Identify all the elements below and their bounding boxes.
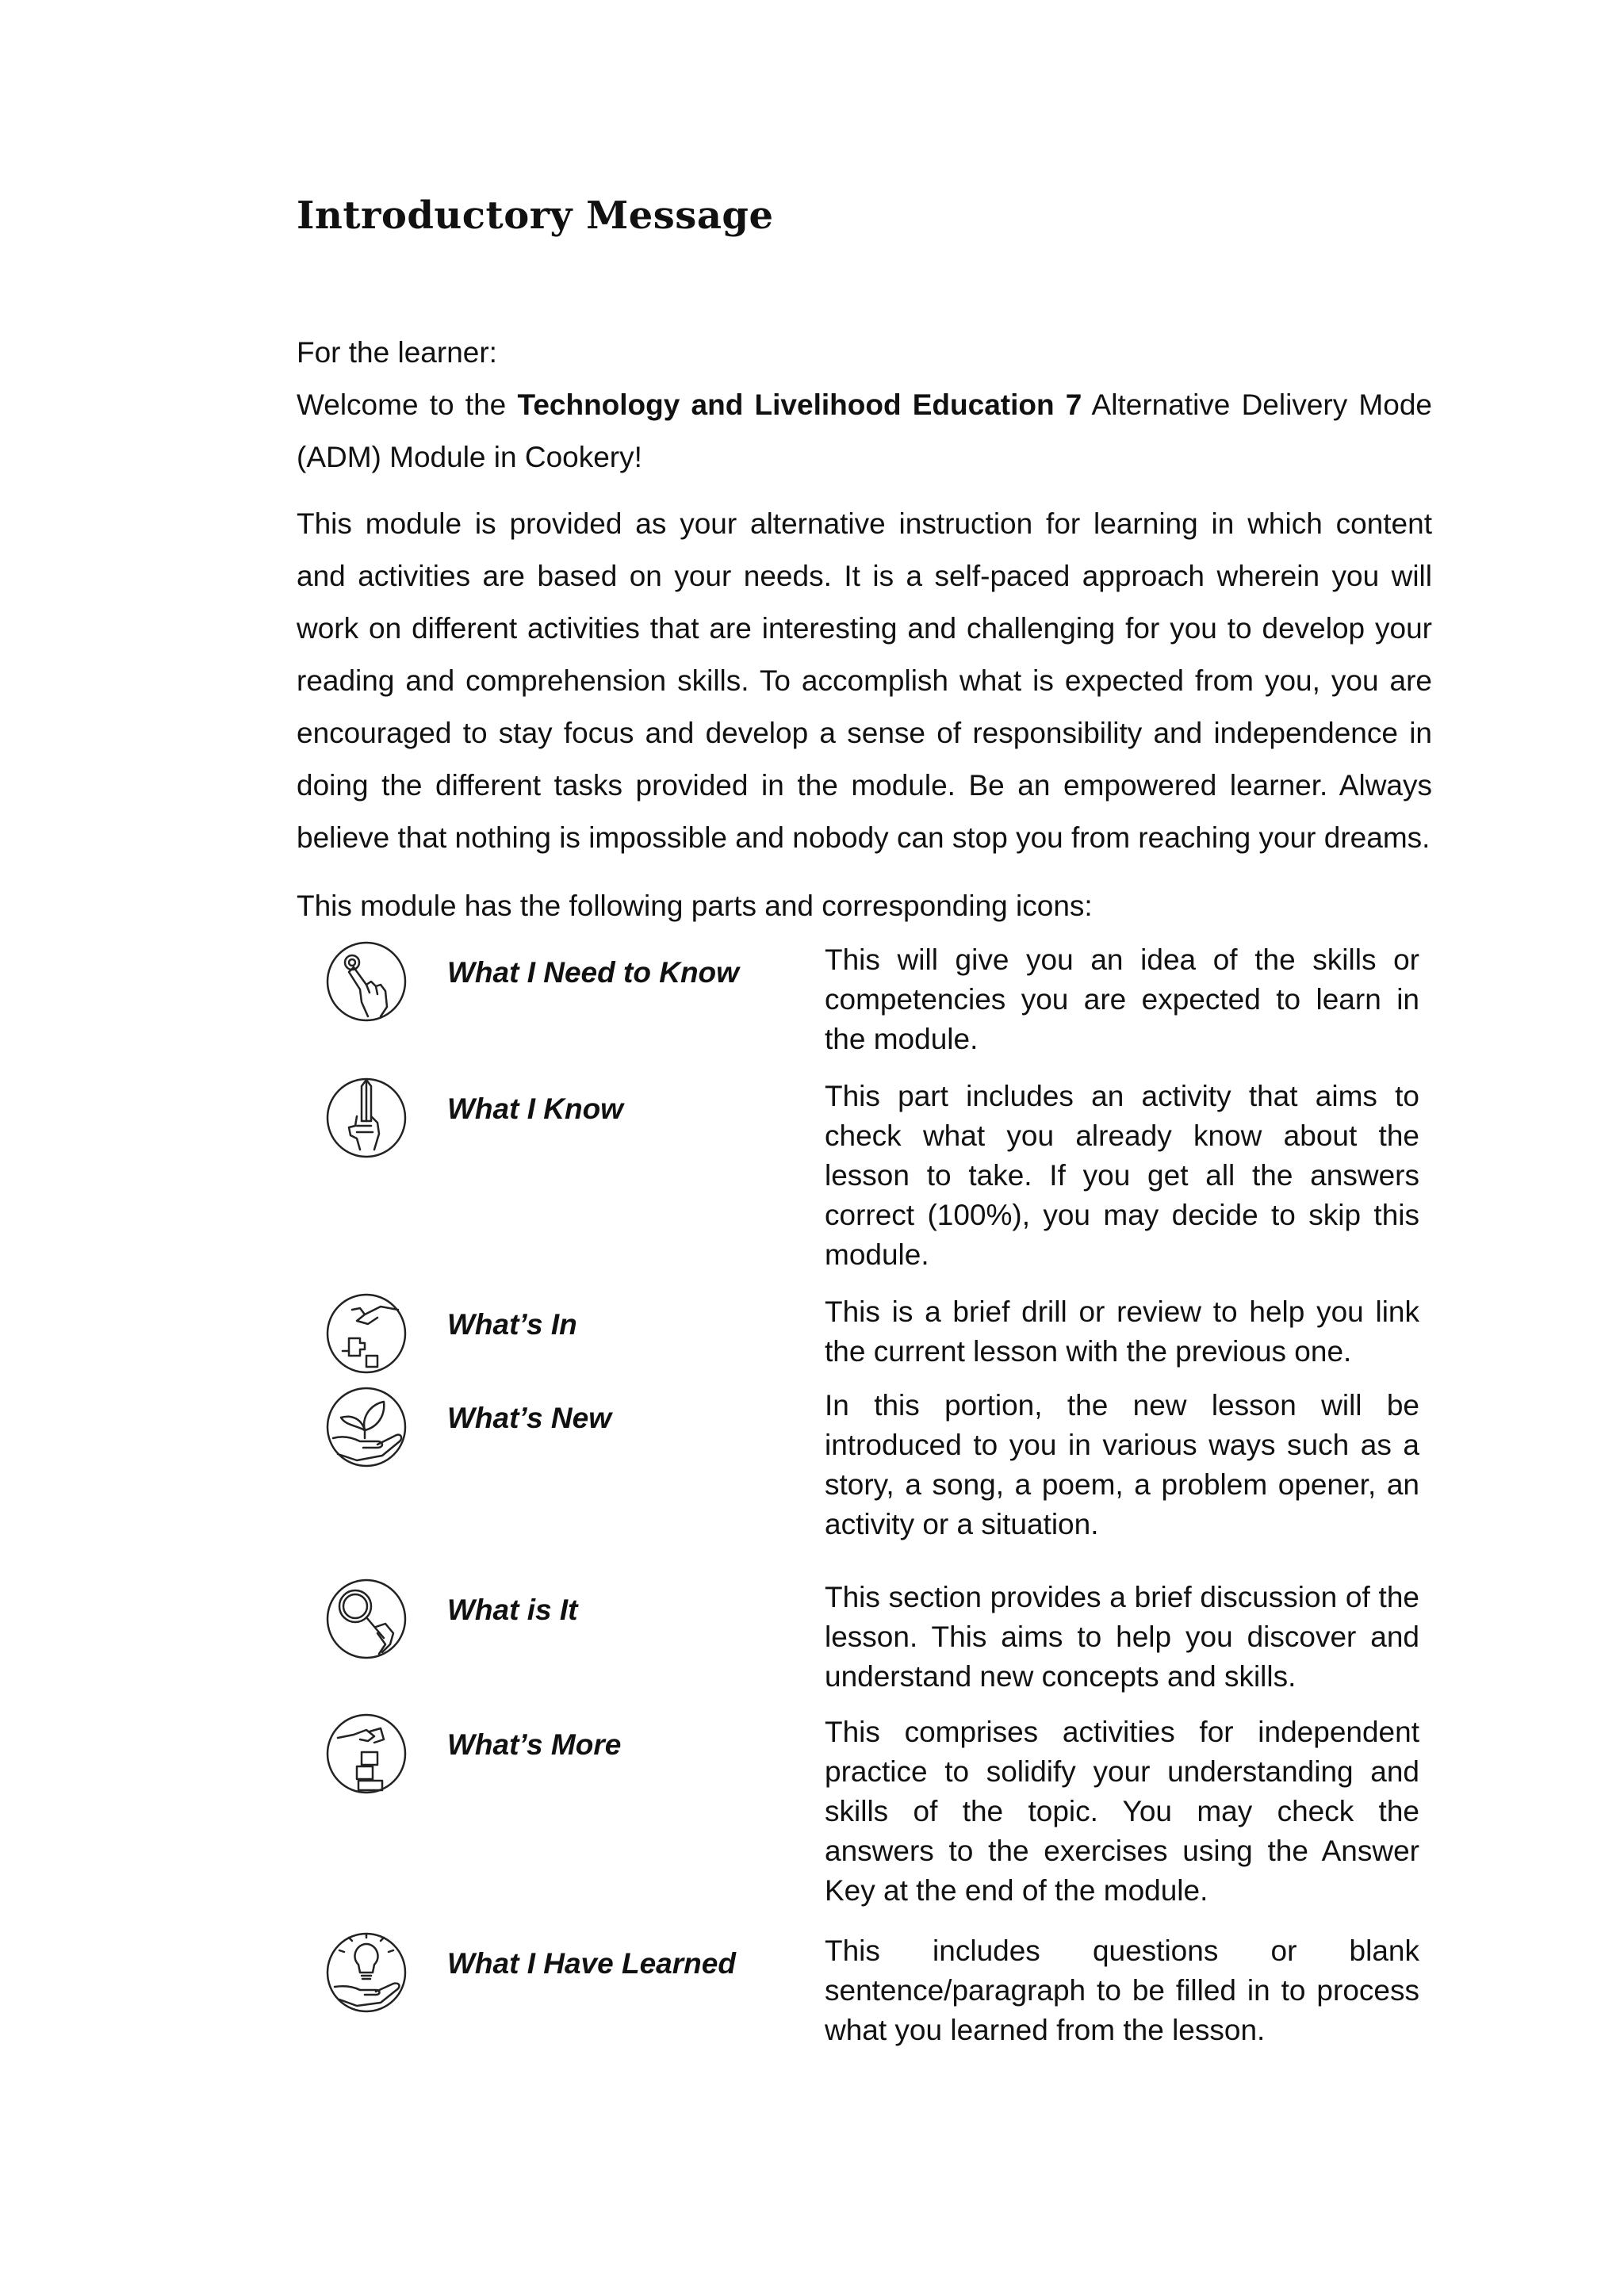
part-whats-new [297, 1386, 1432, 1544]
paragraph-line: work on different activities that are interesting and challenging for you to develop your [297, 612, 1432, 645]
paragraph-line: doing the different tasks provided in the module. Be an empowered learner. Always [297, 769, 1432, 802]
part-description: This comprises activities for independent practice to solidify your understanding and skills of the topic. You may check the answers to the exercises using the Answer Key at the end of the module. [825, 1716, 1419, 1907]
paragraph-line: encouraged to stay focus and develop a sense of responsibility and independence in [297, 717, 1432, 749]
part-name: What is It [447, 1594, 578, 1626]
paragraph-line: believe that nothing is impossible and nobody can stop you from reaching your dreams. [297, 821, 1431, 854]
part-what-i-know [297, 1077, 1432, 1291]
part-what-i-need-to-know [297, 940, 1432, 1059]
hand-placing-puzzle-icon [325, 1292, 408, 1375]
welcome-line-2: (ADM) Module in Cookery! [297, 441, 642, 473]
part-name: What’s In [447, 1308, 577, 1341]
parts-intro: This module has the following parts and corresponding icons: [297, 890, 1093, 922]
part-whats-in [297, 1292, 1432, 1380]
part-name: What’s More [447, 1728, 622, 1761]
part-description: This section provides a brief discussion of the lesson. This aims to help you discover and understand new concepts and skills. [825, 1581, 1419, 1693]
paragraph-line: and activities are based on your needs. It is a self-paced approach wherein you will [297, 560, 1432, 592]
part-description: In this portion, the new lesson will be introduced to you in various ways such as a story, a song, a poem, a problem opener, an activity or a situation. [825, 1389, 1419, 1540]
page-title: Introductory Message [297, 193, 774, 238]
part-name: What I Need to Know [447, 956, 739, 989]
hand-stacking-blocks-icon [325, 1712, 408, 1795]
welcome-prefix: Welcome to the [297, 388, 518, 421]
part-description: This will give you an idea of the skills or competencies you are expected to learn in the module. [825, 943, 1419, 1055]
part-what-i-have-learned [297, 1931, 1432, 2066]
part-name: What I Know [447, 1093, 623, 1125]
welcome-suffix: Alternative Delivery Mode [1082, 388, 1432, 421]
course-title: Technology and Livelihood Education 7 [517, 388, 1082, 421]
hand-holding-sprout-icon [325, 1386, 408, 1468]
paragraph-line: reading and comprehension skills. To accomplish what is expected from you, you are [297, 664, 1432, 697]
part-what-is-it [297, 1578, 1432, 1705]
part-whats-more [297, 1712, 1432, 1919]
part-description: This includes questions or blank sentence/paragraph to be filled in to process what you learned from the lesson. [825, 1934, 1419, 2046]
hand-holding-magnifier-icon [325, 1578, 408, 1660]
pointing-finger-icon [325, 940, 408, 1023]
hand-holding-pencil-icon [325, 1077, 408, 1159]
parts-list [297, 0, 1432, 2296]
part-name: What’s New [447, 1402, 611, 1434]
part-description: This is a brief drill or review to help you link the current lesson with the previous one. [825, 1295, 1419, 1368]
part-name: What I Have Learned [447, 1947, 736, 1980]
hand-holding-lightbulb-icon [325, 1931, 408, 2014]
for-learner-label: For the learner: [297, 336, 497, 369]
part-description: This part includes an activity that aims to check what you already know about the lesson to take. If you get all the answers correct (100%), you may decide to skip this module. [825, 1080, 1419, 1271]
paragraph-line: This module is provided as your alternative instruction for learning in which content [297, 507, 1432, 540]
